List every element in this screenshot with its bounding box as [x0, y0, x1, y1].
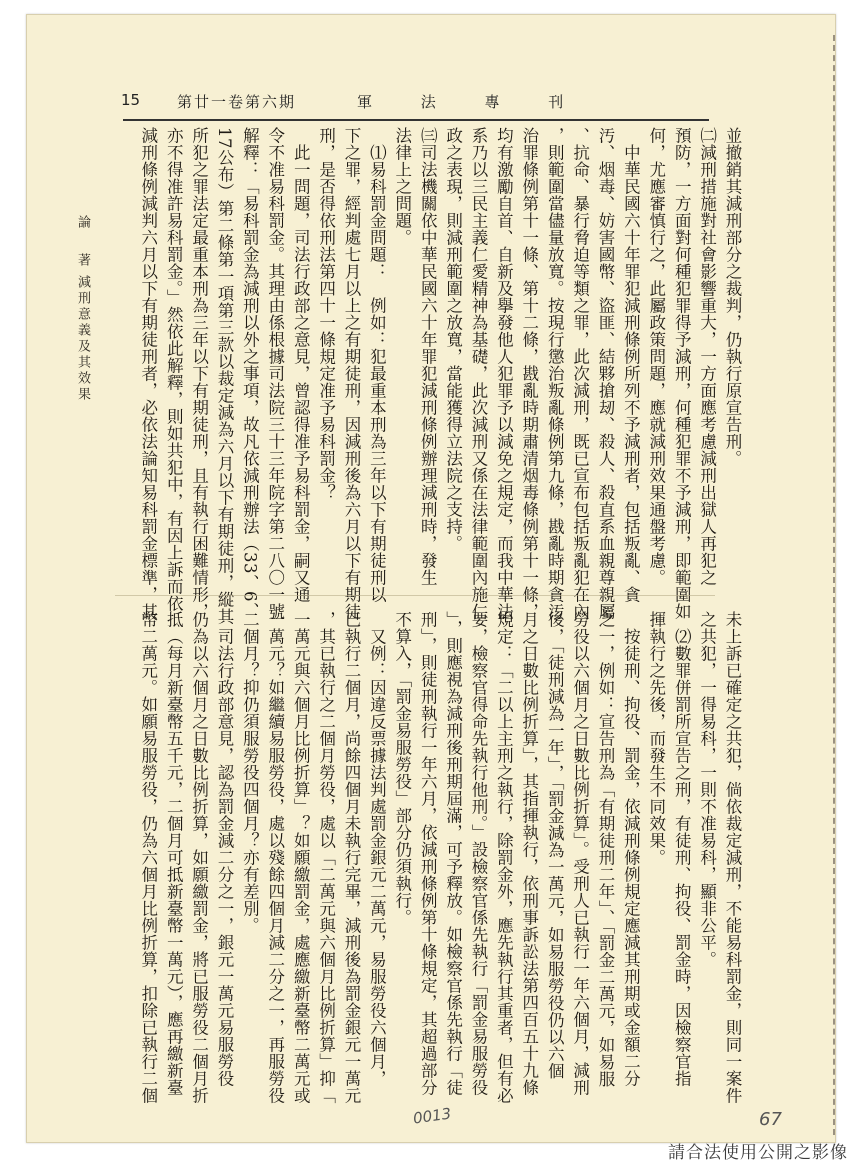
- text-column: 之一，例如：宣告刑為「有期徒刑二年」、「罰金二萬元，如易服: [596, 611, 615, 1088]
- text-column: 按徒刑、拘役、罰金，依減刑條例規定應減其刑期或金額二分: [621, 611, 641, 1087]
- text-column: 政之表現，則減刑範圍之放寬，當能獲得立法院之支持。: [443, 127, 463, 552]
- text-column: 刑，是否得依刑法第四十一條規定准予易科罰金？: [316, 127, 336, 501]
- usage-notice: 請合法使用公開之影像: [668, 1143, 848, 1163]
- section-label: 論 著: [75, 215, 90, 272]
- text-column: 何，尤應審慎行之，此屬政策問題，應就減刑效果通盤考慮。: [646, 127, 666, 586]
- text-column: 抵（每月新臺幣五千元，二個月可抵新臺幣一萬元），應再繳新臺: [164, 611, 184, 1096]
- text-column: 已執行二個月，尚餘四個月未執行完畢，減刑後為罰金銀元一萬元: [342, 611, 361, 1104]
- text-column: 後，「徒刑減為一年」，「罰金減為一萬元，如易服勞役仍以六個: [545, 611, 565, 1080]
- text-column: ㈢司法機關依中華民國六十年罪犯減刑條例辦理減刑時，發生: [418, 127, 438, 586]
- text-column: 預防，一方面對何種犯罪得予減刑，何種犯罪不予減刑，即範圍如: [672, 127, 692, 620]
- text-column: 勞役以六個月之日數比例折算」。受刑人已執行一年六個月，減刑: [570, 611, 590, 1096]
- text-column: 此一問題，司法行政部之意見，曾認得准予易科罰金，嗣又通: [291, 127, 311, 603]
- text-column: 汚、烟毒、妨害國幣、盜匪、結夥搶刼、殺人、殺直系血親尊親屬: [596, 127, 615, 620]
- text-column: 月之日數比例折算」，其指揮執行，依刑事訴訟法第四百五十九條: [519, 611, 539, 1096]
- text-column: ⑵數罪併罰所宣告之刑，有徒刑、拘役、罰金時，因檢察官指: [672, 611, 692, 1087]
- journal-title: 軍 法 專 刊: [357, 93, 586, 111]
- article-title: 減刑意義及其效果: [75, 275, 90, 403]
- text-column: 規定：「二以上主刑之執行，除罰金外，應先執行其重者，但有必: [494, 611, 514, 1104]
- header-rule: [123, 119, 709, 121]
- text-column: 未上訴已確定之共犯，倘依裁定減刑，不能易科罰金，則同一案件: [723, 611, 742, 1104]
- text-column: 揮執行之先後，而發生不同效果。: [646, 611, 666, 866]
- text-column: 中華民國六十年罪犯減刑條例所列不予減刑者，包括叛亂、貪: [621, 127, 641, 603]
- text-column: 所犯之罪法定最重本刑為三年以下有期徒刑，且有執行困難情形，: [189, 127, 209, 620]
- text-column: 下之罪，經判處七月以上之有期徒刑，因減刑後為六月以下有期徒: [342, 127, 361, 620]
- text-column: 解釋：「易科罰金為減刑以外之事項，故凡依減刑辦法（33、6、: [240, 127, 260, 619]
- text-column: 不算入，「罰金易服勞役」部分仍須執行。: [392, 611, 412, 926]
- binding-edge: [833, 35, 836, 1135]
- text-column: 」，則應視為減刑後刑期屆滿，可予釋放。如檢察官係先執行「徒: [443, 611, 463, 1096]
- text-column: 幣二萬元。如願易服勞役，仍為六個月比例折算，扣除已執行二個: [138, 611, 158, 1104]
- text-column: ，則範圍當儘量放寬。按現行懲治叛亂條例第九條，戡亂時期貪汚: [545, 127, 565, 620]
- text-column: 一萬元？如繼續易服勞役，處以殘餘四個月減二分之一，再服勞役: [265, 611, 285, 1104]
- text-column: 要，檢察官得命先執行他刑。」設檢察官係先執行「罰金易服勞役: [469, 611, 488, 1096]
- text-column: 令不准易科罰金。其理由係根據司法院三十三年院字第二八〇一號: [265, 127, 285, 620]
- text-column: 減刑條例減判六月以下有期徒刑者，必依法論知易科罰金標準，其: [138, 127, 158, 620]
- text-column: 法律上之問題。: [392, 127, 412, 246]
- text-column: 之共犯，一得易科，一則不准易科，顯非公平。: [697, 611, 717, 968]
- text-column: 仍為以六個月之日數比例折算，如願繳罰金，將已服勞役二個月折: [189, 611, 209, 1104]
- issue-label: 第廿一卷第六期: [177, 93, 297, 111]
- text-column: 一萬元與六個月比例折算」？如願繳罰金，處應繳新臺幣二萬元或: [291, 611, 311, 1104]
- text-column: 、抗命、暴行脅迫等類之罪，此次減刑，既已宣布包括叛亂犯在內: [570, 127, 590, 620]
- text-column: 並撤銷其減刑部分之裁判，仍執行原宣告刑。: [723, 127, 742, 467]
- text-column: ⑴易科罰金問題： 例如：犯最重本刑為三年以下有期徒刑以: [367, 127, 387, 603]
- text-column: ㈡減刑措施對社會影響重大，一方面應考慮減刑出獄人再犯之: [697, 127, 717, 586]
- page-number: 15: [121, 91, 141, 109]
- text-column: 又例：因違反票據法判處罰金銀元二萬元，易服勞役六個月，: [367, 611, 387, 1087]
- section-divider: [115, 595, 715, 596]
- handwritten-folio: 0013: [411, 1104, 453, 1128]
- text-column: 亦不得准許易科罰金。」然依此解釋，則如共犯中，有因上訴而依: [164, 127, 184, 612]
- text-column: ，其已執行之二個月勞役，處以「二萬元與六個月比例折算」抑「: [316, 611, 336, 1104]
- text-column: 治罪條例第十一條、第十二條，戡亂時期肅清烟毒條例第十一條，: [519, 127, 539, 620]
- text-column: 系乃以三民主義仁愛精神為基礎，此次減刑又係在法律範圍內施仁: [469, 127, 488, 620]
- text-column: 刑」，則徒刑執行一年六月，依減刑條例第十條規定，其超過部分: [418, 611, 438, 1096]
- document-page: [26, 14, 836, 1143]
- text-column: 17公布）第二條第一項第三款以裁定減為六月以下有期徒刑，縱其: [215, 127, 234, 625]
- text-column: 司法行政部意見，認為罰金減二分之一，銀元一萬元易服勞役: [215, 611, 234, 1087]
- handwritten-page-mark: 67: [759, 1109, 782, 1130]
- text-column: 均有激勵自首、自新及擧發他人犯罪予以減免之規定，而我中華法: [494, 127, 514, 620]
- text-column: 二個月？抑仍須服勞役四個月？亦有差別。: [240, 611, 260, 934]
